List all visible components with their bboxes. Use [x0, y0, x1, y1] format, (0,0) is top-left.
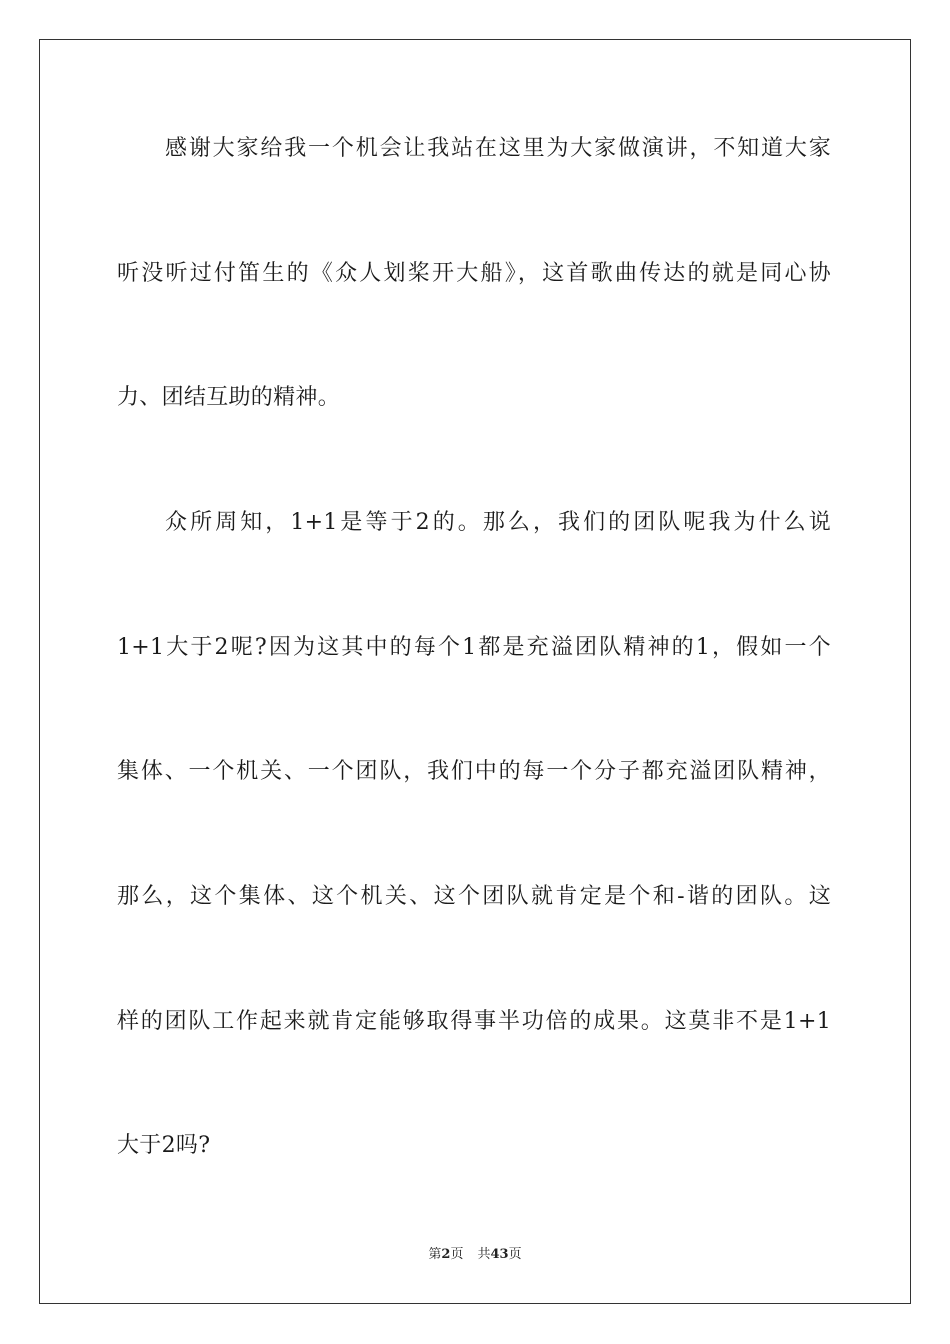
page-border [39, 39, 911, 1304]
paragraph-2-line-2: 1+1大于2呢?因为这其中的每个1都是充溢团队精神的1，假如一个 [117, 635, 831, 660]
footer-page-suffix: 页 [450, 1247, 464, 1262]
footer-page-prefix: 第 [428, 1247, 442, 1262]
paragraph-1-line-1: 感谢大家给我一个机会让我站在这里为大家做演讲，不知道大家 [165, 136, 831, 161]
footer-total-suffix: 页 [508, 1247, 522, 1262]
footer-page-number: 2 [441, 1247, 451, 1262]
footer-total-pages: 43 [490, 1247, 509, 1262]
paragraph-2-line-4: 那么，这个集体、这个机关、这个团队就肯定是个和-谐的团队。这 [117, 884, 831, 909]
paragraph-2-line-1: 众所周知，1+1是等于2的。那么，我们的团队呢我为什么说 [165, 510, 831, 535]
page-footer [0, 1245, 950, 1265]
paragraph-2-line-5: 样的团队工作起来就肯定能够取得事半功倍的成果。这莫非不是1+1 [117, 1009, 831, 1034]
footer-total-prefix: 共 [477, 1247, 491, 1262]
paragraph-2-line-3: 集体、一个机关、一个团队，我们中的每一个分子都充溢团队精神， [117, 759, 831, 784]
paragraph-1-line-2: 听没听过付笛生的《众人划桨开大船》，这首歌曲传达的就是同心协 [117, 261, 831, 286]
paragraph-1-line-3: 力、团结互助的精神。 [117, 385, 341, 410]
paragraph-2-line-6: 大于2吗? [117, 1133, 211, 1158]
